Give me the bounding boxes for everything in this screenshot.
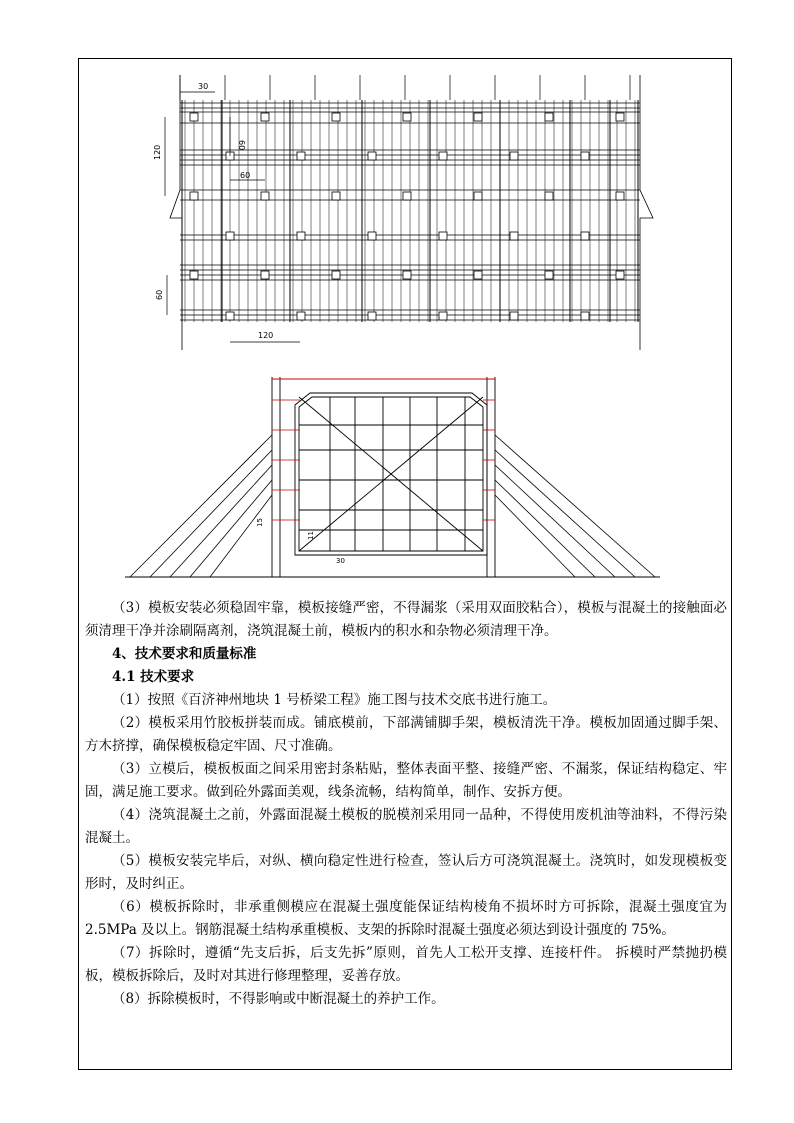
dim-120-bottom: 120 xyxy=(258,331,274,340)
paragraph-requirement-2: （2）模板采用竹胶板拼装而成。铺底模前，下部满铺脚手架，模板清洗干净。模板加固通过脚手架、方木挤撑，确保模板稳定牢固、尺寸准确。 xyxy=(85,715,727,754)
dim-60-horizontal: 60 xyxy=(240,171,251,180)
paragraph-requirement-8: （8）拆除模板时，不得影响或中断混凝土的养护工作。 xyxy=(112,991,445,1007)
heading-technical-requirements: 4、技术要求和质量标准 xyxy=(112,646,257,662)
dim-60-vertical: 60 xyxy=(237,140,246,151)
paragraph-requirement-7: （7）拆除时，遵循“先支后拆，后支先拆”原则，首先人工松开支撑、连接杆件。 拆模时严禁抛扔模板，模板拆除后，及时对其进行修理整理，妥善存放。 xyxy=(85,945,727,984)
dim-120-left: 120 xyxy=(153,144,162,160)
paragraph-formwork-installation: （3）模板安装必须稳固牢靠，模板接缝严密，不得漏浆（采用双面胶粘合），模板与混凝土的接触面必须清理干净并涂刷隔离剂，浇筑混凝土前，模板内的积水和杂物必须清理干净。 xyxy=(85,600,727,639)
paragraph-requirement-3: （3）立模后，模板板面之间采用密封条粘贴，整体表面平整、接缝严密、不漏浆，保证结构稳定、牢固，满足施工要求。做到砼外露面美观，线条流畅，结构简单，制作、安拆方便。 xyxy=(85,761,727,800)
section-dim-inner: 11 xyxy=(307,531,315,540)
technical-text xyxy=(85,597,727,1011)
paragraph-requirement-5: （5）模板安装完毕后，对纵、横向稳定性进行检查，签认后方可浇筑混凝土。浇筑时，如发现模板变形时，及时纠正。 xyxy=(85,853,727,892)
paragraph-requirement-4: （4）浇筑混凝土之前，外露面混凝土模板的脱模剂采用同一品种，不得使用废机油等油料，不得污染混凝土。 xyxy=(85,807,727,846)
formwork-section-drawing xyxy=(0,355,794,585)
paragraph-requirement-1: （1）按照《百济神州地块 1 号桥梁工程》施工图与技术交底书进行施工。 xyxy=(112,692,557,708)
subheading-technical-requirements: 4.1 技术要求 xyxy=(112,669,195,685)
dim-60-left: 60 xyxy=(155,289,164,300)
dim-30: 30 xyxy=(198,82,209,91)
formwork-plan-drawing xyxy=(0,0,794,360)
paragraph-requirement-6: （6）模板拆除时，非承重侧模应在混凝土强度能保证结构棱角不损坏时方可拆除，混凝土强度宜为 2.5MPa 及以上。钢筋混凝土结构承重模板、支架的拆除时混凝土强度必须达到设计强度的 75%。 xyxy=(85,899,727,938)
section-dim-left: 15 xyxy=(256,518,264,527)
section-dim-bottom: 30 xyxy=(336,557,345,565)
